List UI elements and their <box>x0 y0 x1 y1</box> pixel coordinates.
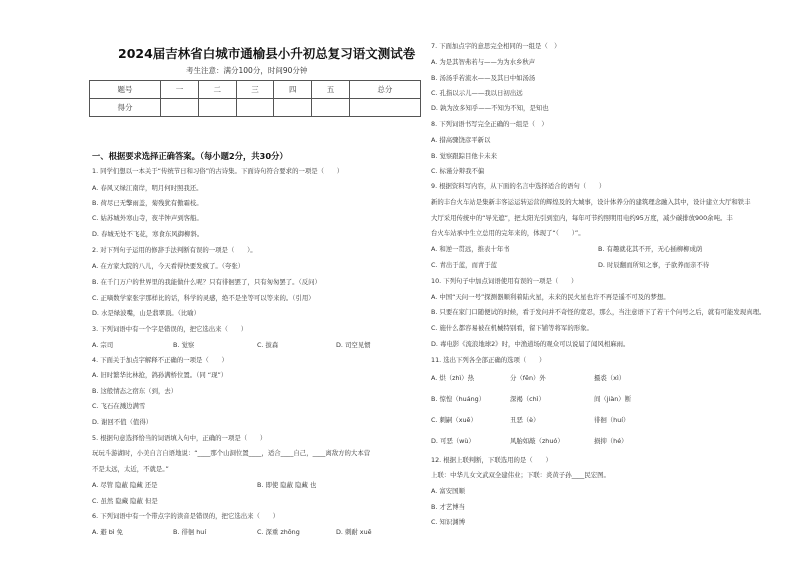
option-line: A. 在方家大院的八儿，今天看得快要发疯了。（夸张） <box>92 262 245 270</box>
score-table-score-row <box>90 99 421 117</box>
q3-option: B. 觉察 <box>173 341 195 349</box>
score-cell: 二 <box>198 81 236 99</box>
score-cell: 五 <box>312 81 350 99</box>
option-line: D. 水是绿波嘴，山是翡翠顶。（比喻） <box>92 309 201 317</box>
q11-option: 摄裘（xì） <box>594 374 626 382</box>
question-line: 9. 根据资料写内容，从下面的名言中选择适合的语句（ ） <box>431 182 606 190</box>
q11-option: 风胎如敲（zhuó） <box>510 437 564 445</box>
option-line: D. 春城无处不飞花，寒食东风御柳斜。 <box>92 230 204 238</box>
score-cell: 得分 <box>90 99 161 117</box>
option-line: B. 只要在家门口随便试的时候，看于发问并不奇怪的宽忍，那么，当注意语下了若干个问号之后，就有可能发现真理。 <box>431 308 766 316</box>
option-line: C. 姑苏城外寒山寺，夜半钟声到客船。 <box>92 214 203 222</box>
q6-option: A. 避 bì 免 <box>92 528 123 536</box>
score-input-cell[interactable] <box>349 99 420 117</box>
score-input-cell[interactable] <box>236 99 274 117</box>
q3-option: C. 拔森 <box>257 341 279 349</box>
question-line: 6. 下列词语中有一个带点字的读音是错误的，把它选出来（ ） <box>92 512 280 520</box>
score-cell: 一 <box>161 81 199 99</box>
q11-option: 分（fēn）外 <box>510 374 546 382</box>
q11-option: D. 可恶（wù） <box>431 437 475 445</box>
q6-option: D. 刺耐 xuē <box>336 528 372 536</box>
q3-option: A. 宗司 <box>92 341 114 349</box>
q11-option: B. 惊惶（huáng） <box>431 395 486 403</box>
passage-line: 玩玩斗游湖时，小美自言自语地说：“____那个山洞位置____，适合____自己，____离敌方的大本营 <box>92 449 371 457</box>
option-line: A. 春风又绿江南岸，明月何时照我还。 <box>92 184 203 192</box>
option-line: A. 旧时繁华比林抢，鸽孙满桥位置。（同 “现”） <box>92 371 228 379</box>
page-title: 2024届吉林省白城市通榆县小升初总复习语文测试卷 <box>118 46 416 61</box>
score-input-cell[interactable] <box>198 99 236 117</box>
q11-option: 间（jiàn）断 <box>594 395 632 403</box>
score-input-cell[interactable] <box>312 99 350 117</box>
option-line: A. 为是其智弗若与——为为水乡秋声 <box>431 58 536 66</box>
passage-line: 上联：中华儿女文武双全建伟业；下联：炎黄子孙____民宏图。 <box>431 471 610 479</box>
question-line: 2. 对下列句子运用的修辞手法判断有误的一项是（ ）。 <box>92 246 257 254</box>
question-line: 7. 下面加点字的意思完全相同的一组是（ ） <box>431 42 561 50</box>
option-line: C. 知识渊博 <box>431 518 466 526</box>
q9-option: A. 和逆一贯远，推表十年书 <box>431 245 510 253</box>
option-line: B. 才艺博当 <box>431 503 466 511</box>
question-line: 12. 根据上联判断，下联选用的是（ ） <box>431 456 552 464</box>
score-input-cell[interactable] <box>161 99 199 117</box>
q11-option: 丑恶（è） <box>510 416 540 424</box>
passage-line: 台火车站承中生立总用的完年来的，体现了“（ ）”。 <box>431 229 585 237</box>
option-line: D. 孰为汝多知乎——不知为不知，是知也 <box>431 104 549 112</box>
passage-line: 新的丰台火车站是集新丰客运运转运营的辉煌及的大城事，设计体养分的建筑理念融入其中，设计建立大厅和铁丰 <box>431 198 751 206</box>
option-line: B. 觉察跟踪目他卡未来 <box>431 152 497 160</box>
option-line: D. 谢回不值（值得） <box>92 418 153 426</box>
question-line: 10. 下列句子中加点词语使用有误的一项是（ ） <box>431 277 578 285</box>
q9-option: D. 时辰翻而所知之事，子欲养而亲不待 <box>598 261 710 269</box>
option-line: A. 措高骤饶彦平新以 <box>431 136 491 144</box>
option-line: C. 施什么都容易被在机械特别看，留下铺等将军的形象。 <box>431 324 593 332</box>
option-line: B. 这般情态之宿东（到，去） <box>92 387 178 395</box>
exam-notice: 考生注意：满分100分，时间90分钟 <box>186 66 308 75</box>
q11-option: 徘徊（huí） <box>594 416 630 424</box>
score-table <box>89 80 421 117</box>
q3-option: D. 司空见惯 <box>336 341 371 349</box>
question-line: 11. 选出下列各全部正确的选项（ ） <box>431 356 546 364</box>
score-cell: 四 <box>274 81 312 99</box>
option-line: B. 汤汤乎若流水——及其日中如汤汤 <box>431 74 536 82</box>
section-heading: 一、根据要求选择正确答案。（每小题2分，共30分） <box>92 151 288 161</box>
option-line: C. 孔指以示儿——我以日初出远 <box>431 89 523 97</box>
q6-option: B. 徘徊 huí <box>173 528 207 536</box>
question-line: 1. 同学们想以一本关于“传统节日和习俗”的古诗集。下面诗句符合要求的一项是（ ） <box>92 167 344 175</box>
q11-option: 深褐（chì） <box>510 395 545 403</box>
option-line: B. 在千门万户的世界里的我能做什么呢？只有徘徊罢了，只有匆匆罢了。（反问） <box>92 278 321 286</box>
passage-line: 不是太远，太近，不就是。” <box>92 465 169 473</box>
q5-option: B. 即使 隐蔽 隐藏 也 <box>257 481 317 489</box>
question-line: 5. 根据句意选择恰当的词语填入句中，正确的一项是（ ） <box>92 434 267 442</box>
question-line: 3. 下列词语中有一个字是错误的，把它选出来（ ） <box>92 325 248 333</box>
option-line: A. 中国“天问一号”探测器顺利着陆火星，未来的民火星也许不再是遥不可及的梦想。 <box>431 293 670 301</box>
q11-option: 损抑（hé） <box>594 437 628 445</box>
option-line: B. 荷尽已无擎雨盖，菊残犹有傲霜枝。 <box>92 199 203 207</box>
option-line: A. 富安国顺 <box>431 487 465 495</box>
option-line: D. 毒电影《流浪地球2》时，中渔道场的观众可以说届了闻风相麻雨。 <box>431 340 630 348</box>
question-line: 8. 下列词语书写完全正确的一组是（ ） <box>431 120 548 128</box>
score-table-header-row <box>90 81 421 99</box>
passage-line: 大厅采用传统中的“导光遮”，把太阳光引到室内，每年可节约照明用电约95万度，减少碳排放900余吨。丰 <box>431 214 733 222</box>
score-input-cell[interactable] <box>274 99 312 117</box>
q11-option: A. 烘（zhì）热 <box>431 374 475 382</box>
q11-option: C. 刺嗣（xuē） <box>431 416 477 424</box>
option-line: C. 飞石在溅边满雪 <box>92 402 146 410</box>
score-cell: 总分 <box>349 81 420 99</box>
score-cell: 三 <box>236 81 274 99</box>
option-line: C. 标谨分辩我不偏 <box>431 167 485 175</box>
q9-option: B. 有趣就花其不开，无心插柳柳成荫 <box>598 245 703 253</box>
score-cell: 题号 <box>90 81 161 99</box>
option-line: C. 正嘀数学家张宇那样比的话，科学的灵感，绝不是坐等可以等来的。（引用） <box>92 294 315 302</box>
q6-option: C. 深重 zhōng <box>257 528 300 536</box>
q5-option: A. 尽管 隐蔽 隐藏 还是 <box>92 481 158 489</box>
question-line: 4. 下面关于加点字解释不正确的一项是（ ） <box>92 356 228 364</box>
q9-option: C. 青出于蓝，而青于蓝 <box>431 261 498 269</box>
q5-option: C. 虽然 隐藏 隐蔽 但是 <box>92 497 158 505</box>
